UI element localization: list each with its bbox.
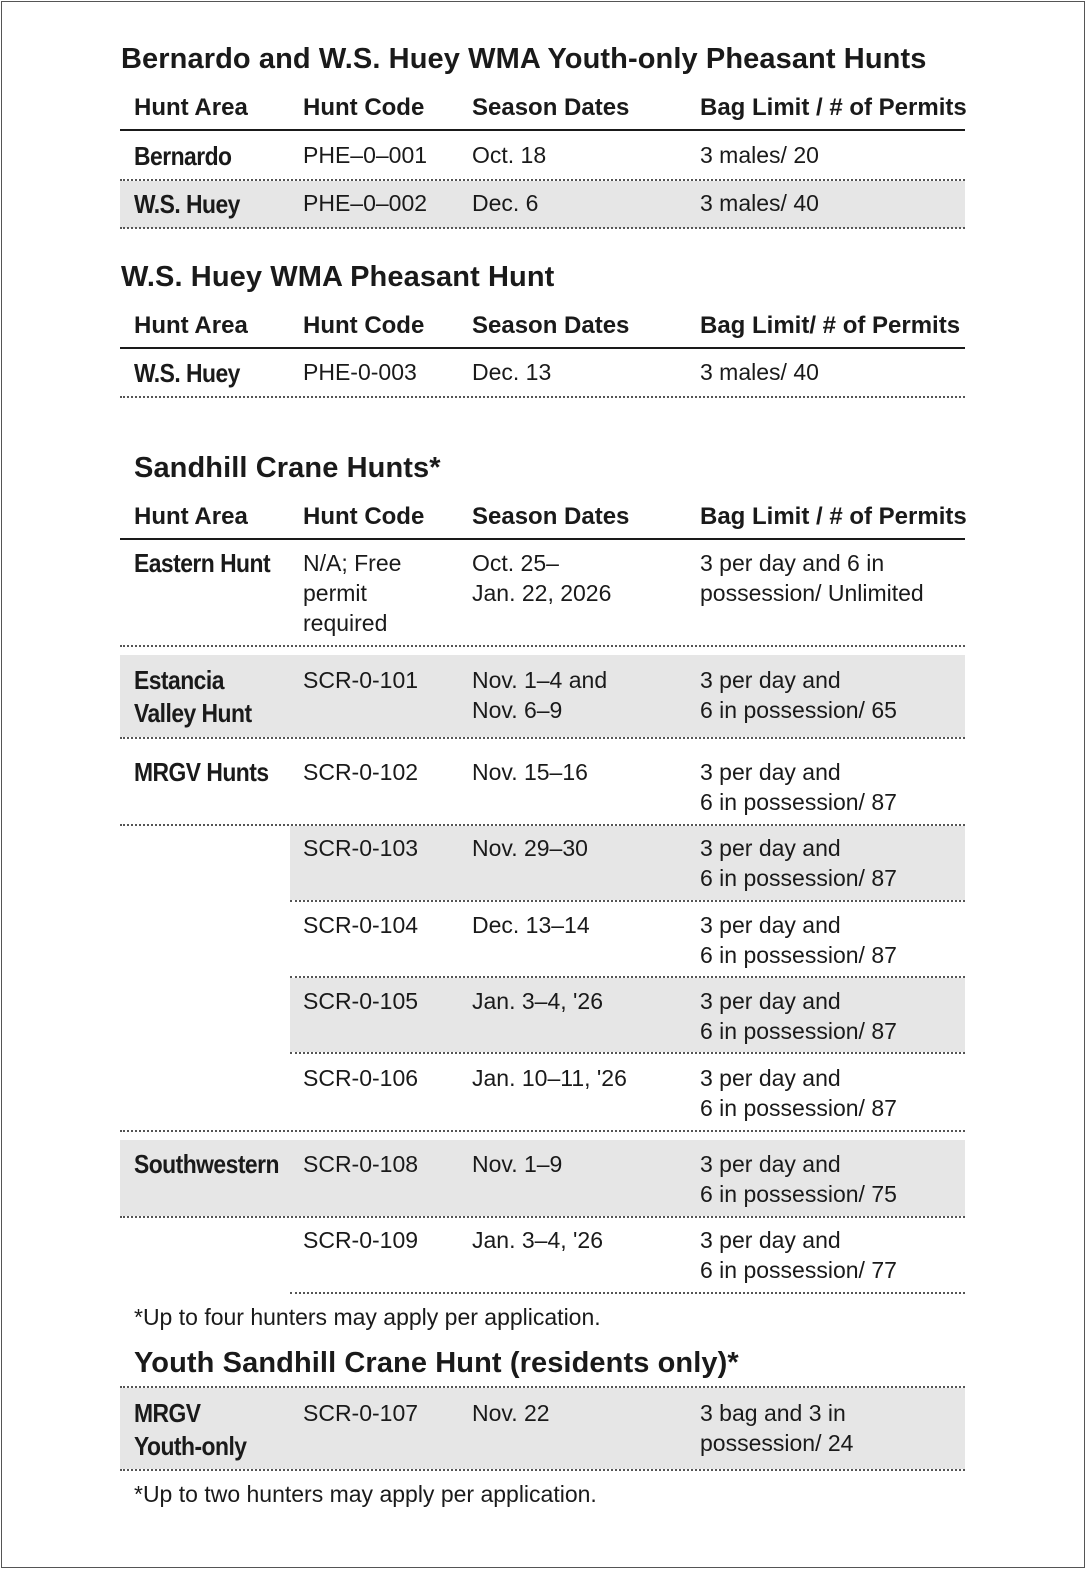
season-dates-cell: Dec. 13–14 [472,912,590,938]
row-divider [290,1292,965,1294]
hunt-code-cell: N/A; Free permit required [303,550,402,636]
hunt-area-cell: W.S. Huey [134,358,240,388]
header-bag-limit: Bag Limit / # of Permits [700,503,967,530]
bag-limit-cell: 3 per day and 6 in possession/ Unlimited [700,550,924,606]
header-hunt-area: Hunt Area [134,503,248,530]
season-dates-cell: Nov. 22 [472,1400,550,1426]
season-dates-cell: Nov. 15–16 [472,759,588,785]
bag-limit-cell: 3 per day and 6 in possession/ 87 [700,912,897,968]
season-dates-cell: Nov. 1–9 [472,1151,563,1177]
bag-limit-cell: 3 per day and 6 in possession/ 75 [700,1151,897,1207]
row-divider [120,227,965,229]
hunt-code-cell: SCR-0-106 [303,1065,419,1091]
footnote-four-hunters: *Up to four hunters may apply per application. [134,1304,601,1330]
bag-limit-cell: 3 per day and 6 in possession/ 77 [700,1227,897,1283]
hunt-area-cell: MRGV Hunts [134,757,269,787]
section-title-youth-sandhill: Youth Sandhill Crane Hunt (residents only)* [134,1347,739,1379]
header-rule [120,129,965,131]
footnote-two-hunters: *Up to two hunters may apply per application. [134,1481,597,1507]
row-divider [120,1469,965,1471]
row-divider [120,396,965,398]
hunt-area-cell: W.S. Huey [134,189,240,219]
bag-limit-cell: 3 per day and 6 in possession/ 87 [700,988,897,1044]
header-hunt-code: Hunt Code [303,312,425,339]
season-dates-cell: Jan. 10–11, '26 [472,1065,627,1091]
hunt-area-cell: Eastern Hunt [134,548,271,578]
row-divider [120,645,965,647]
hunt-code-cell: SCR-0-101 [303,667,419,693]
row-divider [290,1052,965,1054]
hunt-code-cell: SCR-0-105 [303,988,419,1014]
season-dates-cell: Nov. 1–4 and Nov. 6–9 [472,667,608,723]
row-divider [120,737,965,739]
header-hunt-area: Hunt Area [134,94,248,121]
header-hunt-area: Hunt Area [134,312,248,339]
bag-limit-cell: 3 males/ 20 [700,142,819,168]
bag-limit-cell: 3 males/ 40 [700,359,819,385]
season-dates-cell: Jan. 3–4, '26 [472,1227,603,1253]
bag-limit-cell: 3 per day and 6 in possession/ 87 [700,759,897,815]
bag-limit-cell: 3 males/ 40 [700,190,819,216]
section-title-sandhill-crane: Sandhill Crane Hunts* [134,452,441,484]
hunt-code-cell: PHE–0–001 [303,142,428,168]
header-bag-limit: Bag Limit/ # of Permits [700,312,961,339]
row-divider [120,1216,965,1218]
season-dates-cell: Oct. 25– Jan. 22, 2026 [472,550,612,606]
bag-limit-cell: 3 per day and 6 in possession/ 87 [700,1065,897,1121]
hunt-code-cell: PHE-0-003 [303,359,417,385]
header-season-dates: Season Dates [472,312,630,339]
hunt-code-cell: SCR-0-102 [303,759,419,785]
hunt-code-cell: SCR-0-103 [303,835,419,861]
season-dates-cell: Nov. 29–30 [472,835,588,861]
hunt-area-cell: MRGV Youth-only [134,1398,247,1461]
header-season-dates: Season Dates [472,94,630,121]
header-rule [120,347,965,349]
hunt-code-cell: SCR-0-108 [303,1151,419,1177]
hunt-code-cell: SCR-0-104 [303,912,419,938]
bag-limit-cell: 3 per day and 6 in possession/ 87 [700,835,897,891]
hunt-area-cell: Estancia Valley Hunt [134,665,252,728]
season-dates-cell: Dec. 6 [472,190,539,216]
hunt-code-cell: PHE–0–002 [303,190,428,216]
row-divider [120,1130,965,1132]
hunt-area-cell: Southwestern [134,1149,279,1179]
header-rule [120,538,965,540]
header-season-dates: Season Dates [472,503,630,530]
bag-limit-cell: 3 per day and 6 in possession/ 65 [700,667,897,723]
section-title-youth-pheasant: Bernardo and W.S. Huey WMA Youth-only Pheasant Hunts [121,43,927,75]
bag-limit-cell: 3 bag and 3 in possession/ 24 [700,1400,854,1456]
season-dates-cell: Dec. 13 [472,359,552,385]
hunt-code-cell: SCR-0-109 [303,1227,419,1253]
section-title-pheasant-hunt: W.S. Huey WMA Pheasant Hunt [121,261,555,293]
row-divider [290,900,965,902]
row-shade [120,181,965,228]
header-hunt-code: Hunt Code [303,94,425,121]
season-dates-cell: Jan. 3–4, '26 [472,988,603,1014]
header-bag-limit: Bag Limit / # of Permits [700,94,967,121]
hunt-code-cell: SCR-0-107 [303,1400,419,1426]
hunt-area-cell: Bernardo [134,141,232,171]
season-dates-cell: Oct. 18 [472,142,547,168]
header-hunt-code: Hunt Code [303,503,425,530]
